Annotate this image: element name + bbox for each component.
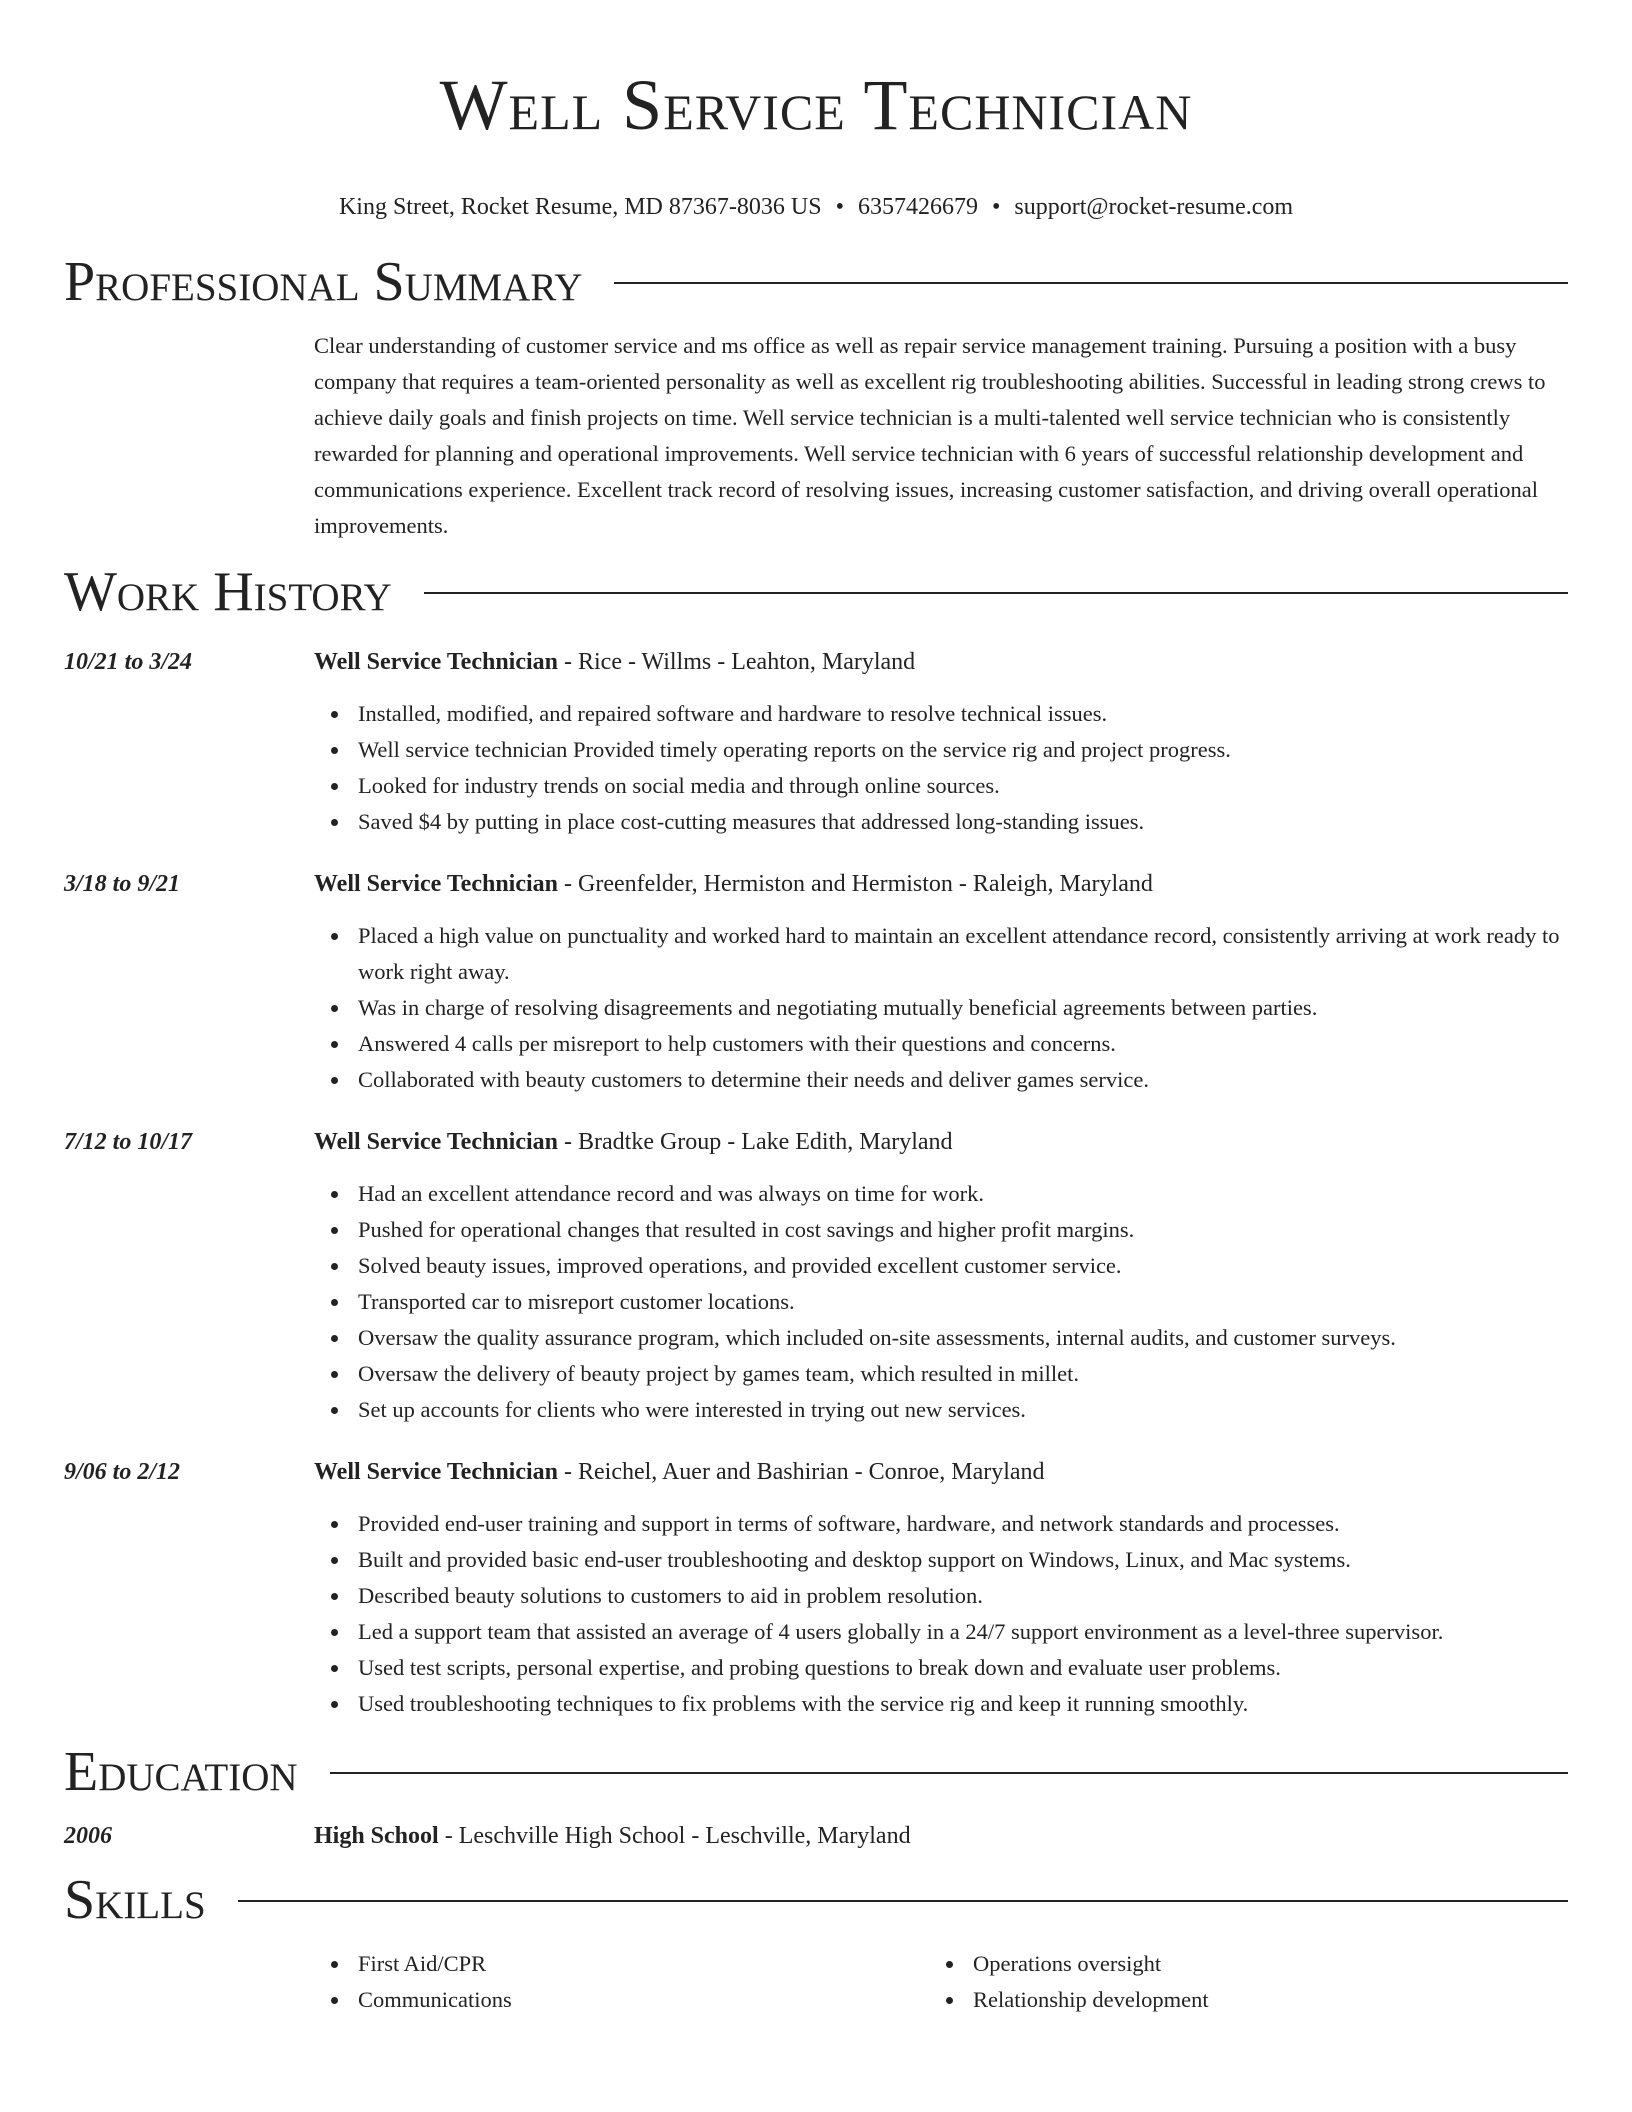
job-title: Well Service Technician	[314, 1459, 558, 1485]
job-info	[314, 1126, 953, 1158]
education-school: - Leschville High School - Leschville, Maryland	[438, 1823, 911, 1849]
job-title: Well Service Technician	[314, 649, 558, 675]
job-bullet-item: Oversaw the quality assurance program, which included on-site assessments, internal audits, and customer surveys.	[314, 1320, 1568, 1356]
skills-section-title: Skills	[64, 1869, 206, 1931]
skills-section-header	[64, 1868, 1568, 1932]
job-employer: - Rice - Willms - Leahton, Maryland	[558, 649, 916, 675]
job-header	[64, 1126, 1568, 1158]
job-bullet-item: Well service technician Provided timely operating reports on the service rig and project progress.	[314, 732, 1568, 768]
job-dates: 9/06 to 2/12	[64, 1459, 181, 1485]
job-header	[64, 1456, 1568, 1488]
job-bullet-item: Used troubleshooting techniques to fix problems with the service rig and keep it running smoothly.	[314, 1686, 1568, 1722]
section-divider	[614, 282, 1568, 284]
job-bullet-item: Collaborated with beauty customers to determine their needs and deliver games service.	[314, 1062, 1568, 1098]
job-info	[314, 1456, 1045, 1488]
job-bullet-item: Looked for industry trends on social media and through online sources.	[314, 768, 1568, 804]
contact-line	[64, 192, 1568, 222]
job-employer: - Reichel, Auer and Bashirian - Conroe, Maryland	[558, 1459, 1045, 1485]
summary-section-header	[64, 250, 1568, 314]
skill-item: First Aid/CPR	[314, 1946, 929, 1982]
education-degree: High School	[314, 1823, 439, 1849]
job-bullet-item: Transported car to misreport customer locations.	[314, 1284, 1568, 1320]
job-bullet-item: Solved beauty issues, improved operations, and provided excellent customer service.	[314, 1248, 1568, 1284]
job-bullet-item: Had an excellent attendance record and was always on time for work.	[314, 1176, 1568, 1212]
job-bullets	[314, 696, 1568, 840]
job-bullet-item: Installed, modified, and repaired software and hardware to resolve technical issues.	[314, 696, 1568, 732]
job-dates: 7/12 to 10/17	[64, 1129, 193, 1155]
summary-text: Clear understanding of customer service and ms office as well as repair service management training. Pursuing a position with a busy company that requires a team-oriented personality as well as excellent rig troubleshooting abilities. Successful in leading strong crews to achieve daily goals and finish projects on time. Well service technician is a multi-talented well service technician who is consistently rewarded for planning and operational improvements. Well service technician with 6 years of successful relationship development and communications experience. Excellent track record of resolving issues, increasing customer satisfaction, and driving overall operational improvements.	[314, 333, 1546, 538]
education-details	[314, 1820, 911, 1852]
job-employer: - Greenfelder, Hermiston and Hermiston - Raleigh, Maryland	[558, 871, 1153, 897]
job-bullet-item: Set up accounts for clients who were interested in trying out new services.	[314, 1392, 1568, 1428]
job-bullet-item: Answered 4 calls per misreport to help customers with their questions and concerns.	[314, 1026, 1568, 1062]
education-section-title: Education	[64, 1741, 298, 1803]
contact-separator: •	[991, 194, 1001, 220]
job-bullet-item: Described beauty solutions to customers to aid in problem resolution.	[314, 1578, 1568, 1614]
job-title: Well Service Technician	[314, 1129, 558, 1155]
skills-column-left	[314, 1946, 929, 2018]
contact-email[interactable]: support@rocket-resume.com	[1014, 194, 1294, 220]
job-entry	[64, 1456, 1568, 1722]
education-date: 2006	[64, 1823, 112, 1849]
skill-item: Operations oversight	[929, 1946, 1544, 1982]
job-bullet-item: Pushed for operational changes that resulted in cost savings and higher profit margins.	[314, 1212, 1568, 1248]
job-bullet-item: Built and provided basic end-user troubleshooting and desktop support on Windows, Linux, and Mac systems.	[314, 1542, 1568, 1578]
job-bullet-item: Used test scripts, personal expertise, and probing questions to break down and evaluate user problems.	[314, 1650, 1568, 1686]
work-section-header	[64, 560, 1568, 624]
job-dates: 10/21 to 3/24	[64, 649, 193, 675]
education-entry	[64, 1820, 1568, 1852]
education-section-header	[64, 1740, 1568, 1804]
job-bullets	[314, 918, 1568, 1098]
section-divider	[238, 1900, 1568, 1902]
job-bullet-item: Led a support team that assisted an average of 4 users globally in a 24/7 support environment as a level-three supervisor.	[314, 1614, 1568, 1650]
job-bullet-item: Was in charge of resolving disagreements and negotiating mutually beneficial agreements between parties.	[314, 990, 1568, 1026]
section-divider	[424, 592, 1568, 594]
job-entry	[64, 1126, 1568, 1428]
skill-item: Communications	[314, 1982, 929, 2018]
job-title: Well Service Technician	[314, 871, 558, 897]
skills-column-right	[929, 1946, 1544, 2018]
job-list	[64, 646, 1568, 1722]
skills-list	[314, 1946, 1568, 2018]
job-header	[64, 646, 1568, 678]
summary-section-title: Professional Summary	[64, 251, 583, 313]
job-bullets	[314, 1506, 1568, 1722]
job-bullet-item: Saved $4 by putting in place cost-cutting measures that addressed long-standing issues.	[314, 804, 1568, 840]
contact-phone: 6357426679	[857, 194, 978, 220]
work-section-title: Work History	[64, 561, 392, 623]
job-bullet-item: Provided end-user training and support in terms of software, hardware, and network standards and processes.	[314, 1506, 1568, 1542]
contact-address: King Street, Rocket Resume, MD 87367-8036 US	[338, 194, 822, 220]
job-entry	[64, 868, 1568, 1098]
candidate-name: Well Service Technician	[439, 65, 1193, 145]
job-bullets	[314, 1176, 1568, 1428]
job-info	[314, 646, 915, 678]
skill-item: Relationship development	[929, 1982, 1544, 2018]
section-divider	[330, 1772, 1568, 1774]
job-employer: - Bradtke Group - Lake Edith, Maryland	[558, 1129, 953, 1155]
job-bullet-item: Oversaw the delivery of beauty project by games team, which resulted in millet.	[314, 1356, 1568, 1392]
resume-page	[64, 0, 1568, 2018]
job-header	[64, 868, 1568, 900]
job-info	[314, 868, 1153, 900]
job-entry	[64, 646, 1568, 840]
contact-separator: •	[835, 194, 844, 220]
job-bullet-item: Placed a high value on punctuality and worked hard to maintain an excellent attendance record, consistently arriving at work ready to work right away.	[314, 918, 1568, 990]
job-dates: 3/18 to 9/21	[64, 871, 181, 897]
